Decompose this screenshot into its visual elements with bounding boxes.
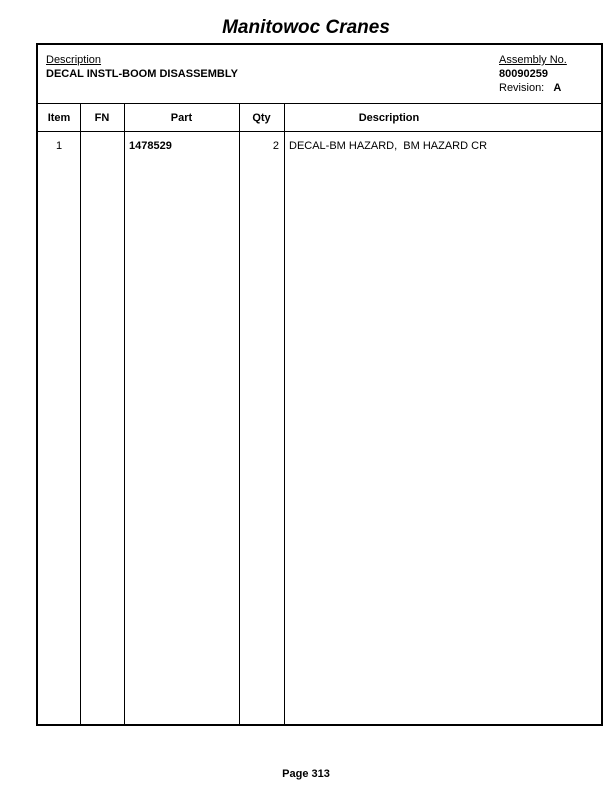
column-divider: [239, 104, 240, 724]
revision-value: A: [553, 82, 562, 94]
row-qty: 2: [272, 140, 279, 152]
description-label: Description: [46, 54, 102, 66]
column-header-description: Description: [358, 112, 420, 124]
assembly-number: 80090259: [499, 68, 548, 80]
revision-label: Revision:: [499, 82, 545, 94]
column-divider: [284, 104, 285, 724]
column-divider: [124, 104, 125, 724]
column-divider: [80, 104, 81, 724]
assembly-number-label: Assembly No.: [499, 54, 567, 66]
assembly-description: DECAL INSTL-BOOM DISASSEMBLY: [46, 68, 238, 80]
assembly-header: [38, 45, 601, 104]
column-header-qty: Qty: [252, 112, 271, 124]
parts-list-frame: [36, 43, 603, 726]
row-part: 1478529: [129, 140, 172, 152]
page-title: Manitowoc Cranes: [222, 17, 390, 38]
row-item: 1: [55, 140, 63, 152]
column-header-fn: FN: [94, 112, 110, 124]
revision-line: [499, 82, 561, 94]
row-description: DECAL-BM HAZARD, BM HAZARD CR: [289, 140, 488, 152]
column-headers: [38, 104, 601, 132]
column-header-part: Part: [170, 112, 193, 124]
column-header-item: Item: [47, 112, 71, 124]
page-number: Page 313: [282, 768, 330, 780]
